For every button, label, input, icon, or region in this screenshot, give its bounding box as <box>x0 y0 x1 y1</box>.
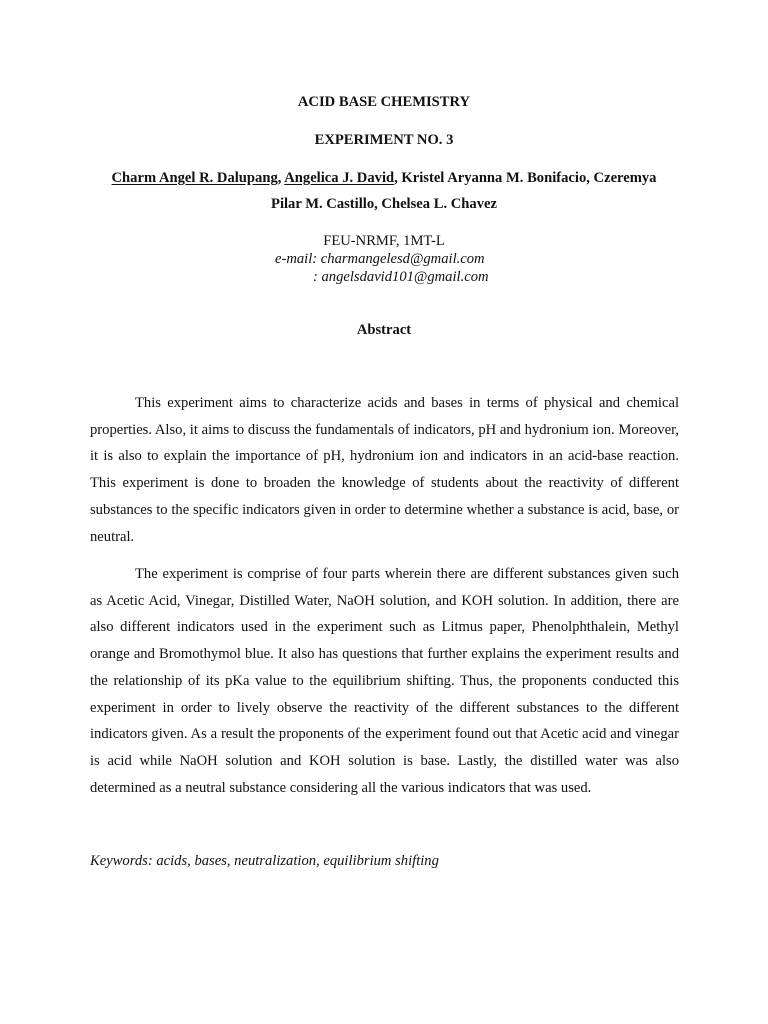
author-separator: , <box>277 170 285 186</box>
abstract-paragraph-1: This experiment aims to characterize acids and bases in terms of physical and chemical properties. Also, it aims to discuss the fundamentals of indicators, pH and hydronium ion. Moreover, it is also to explain the importance of pH, hydronium ion and indicators in an acid-base reaction. This experiment is done to broaden the knowledge of students about the reactivity of different substances to the specific indicators given in order to determine whether a substance is acid, base, or neutral. <box>90 395 679 545</box>
author-name-secondary: Angelica J. David <box>284 170 395 186</box>
author-name-primary: Charm Angel R. Dalupang <box>111 170 278 186</box>
email-secondary: : angelsdavid101@gmail.com <box>313 269 489 285</box>
author-line-2: Pilar M. Castillo, Chelsea L. Chavez <box>271 196 497 212</box>
keywords: Keywords: acids, bases, neutralization, equilibrium shifting <box>90 853 439 869</box>
document-title: ACID BASE CHEMISTRY <box>297 94 471 110</box>
experiment-number: EXPERIMENT NO. 3 <box>314 132 454 148</box>
author-names-rest: , Kristel Aryanna M. Bonifacio, Czeremya <box>394 170 657 186</box>
abstract-heading: Abstract <box>356 322 412 338</box>
email-primary: e-mail: charmangelesd@gmail.com <box>275 251 485 267</box>
abstract-paragraph-2: The experiment is comprise of four parts wherein there are different substances given such as Acetic Acid, Vinegar, Distilled Water, NaOH solution, and KOH solution. In addition, there are also different indicators used in the experiment such as Litmus paper, Phenolphthalein, Methyl orange and Bromothymol blue. It also has questions that further explains the experiment results and the relationship of its pKa value to the equilibrium shifting. Thus, the proponents conducted this experiment in order to lively observe the reactivity of the different substances to the different indicators given. As a result the proponents of the experiment found out that Acetic acid and vinegar is acid while NaOH solution and KOH solution is base. Lastly, the distilled water was also determined as a neutral substance considering all the various indicators that was used. <box>90 566 679 796</box>
affiliation: FEU-NRMF, 1MT-L <box>323 233 445 249</box>
author-line-1 <box>0 169 768 187</box>
